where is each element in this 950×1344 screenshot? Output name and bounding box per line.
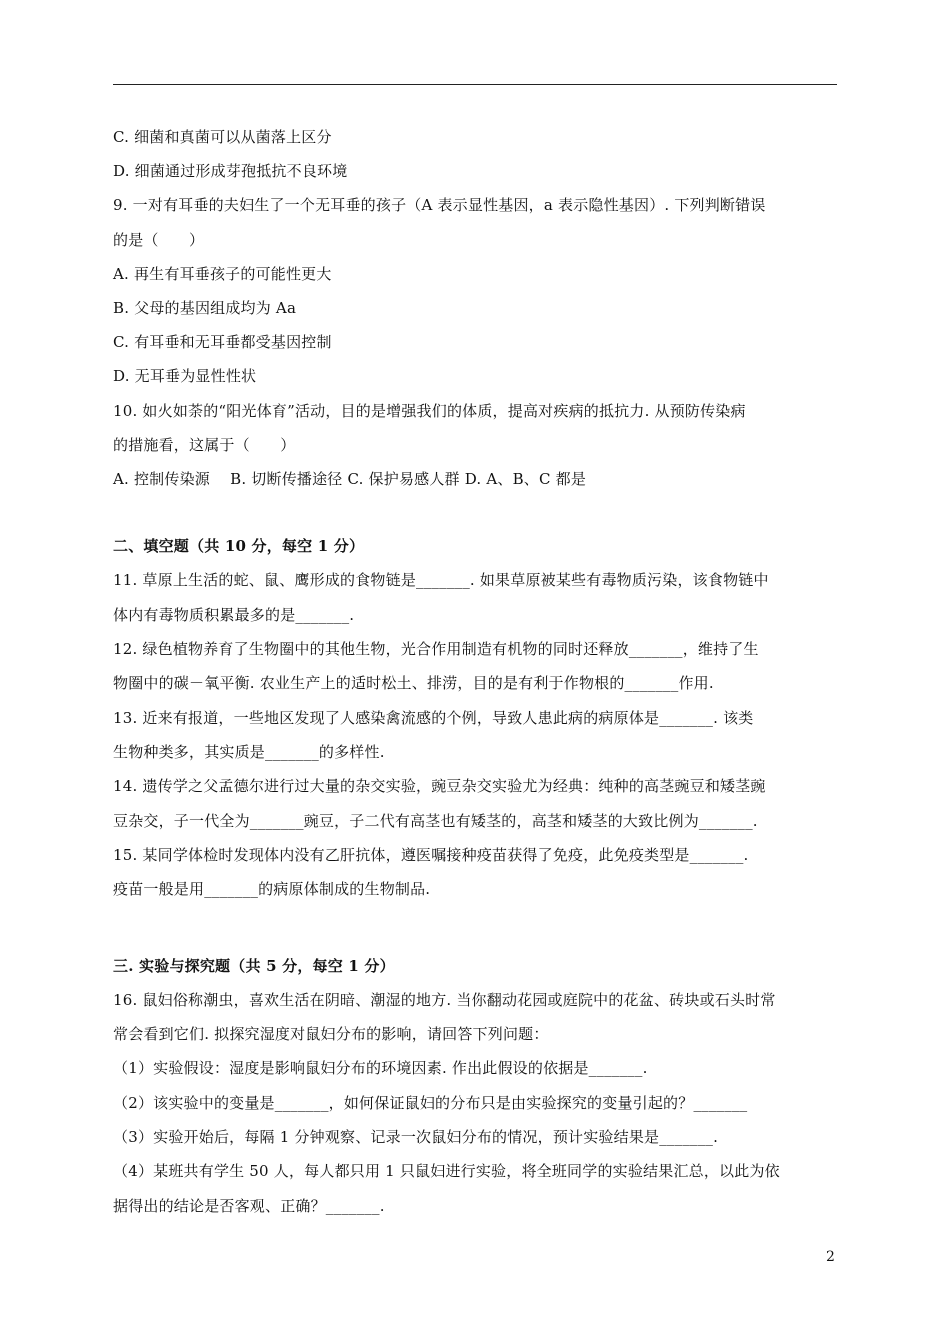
option-9d: D. 无耳垂为显性性状 <box>113 367 257 385</box>
question-16-part-3: （3）实验开始后，每隔 1 分钟观察、记录一次鼠妇分布的情况，预计实验结果是_______. <box>113 1128 719 1146</box>
section-3-heading: 三. 实验与探究题（共 5 分，每空 1 分） <box>113 957 395 975</box>
question-12-line-2: 物圈中的碳－氧平衡. 农业生产上的适时松土、排涝，目的是有利于作物根的_______作用. <box>113 674 714 692</box>
question-11-line-2: 体内有毒物质积累最多的是_______. <box>113 606 355 624</box>
question-14-line-2: 豆杂交，子一代全为_______豌豆，子二代有高茎也有矮茎的，高茎和矮茎的大致比例为_______. <box>113 812 758 830</box>
question-12-line-1: 12. 绿色植物养育了生物圈中的其他生物，光合作用制造有机物的同时还释放_______，维持了生 <box>113 640 759 658</box>
question-13-line-2: 生物种类多，其实质是_______的多样性. <box>113 743 385 761</box>
question-9-line-2: 的是（ ） <box>113 231 205 249</box>
option-9b: B. 父母的基因组成均为 Aa <box>113 299 297 317</box>
header-rule <box>113 84 837 85</box>
question-10-line-2: 的措施看，这属于（ ） <box>113 436 296 454</box>
question-9-line-1: 9. 一对有耳垂的夫妇生了一个无耳垂的孩子（A 表示显性基因，a 表示隐性基因）. 下列判断错误 <box>113 196 766 214</box>
question-16-part-1: （1）实验假设：湿度是影响鼠妇分布的环境因素. 作出此假设的依据是_______. <box>113 1059 648 1077</box>
question-15-line-2: 疫苗一般是用_______的病原体制成的生物制品. <box>113 880 431 898</box>
option-9c: C. 有耳垂和无耳垂都受基因控制 <box>113 333 332 351</box>
question-16-part-4-line-2: 据得出的结论是否客观、正确？_______. <box>113 1197 385 1215</box>
option-8c: C. 细菌和真菌可以从菌落上区分 <box>113 128 332 146</box>
section-2-heading: 二、填空题（共 10 分，每空 1 分） <box>113 537 365 555</box>
question-10-line-1: 10. 如火如荼的“阳光体育”活动，目的是增强我们的体质，提高对疾病的抵抗力. 从预防传染病 <box>113 402 746 420</box>
question-13-line-1: 13. 近来有报道，一些地区发现了人感染禽流感的个例，导致人患此病的病原体是_______. 该类 <box>113 709 754 727</box>
option-8d: D. 细菌通过形成芽孢抵抗不良环境 <box>113 162 348 180</box>
question-16-line-2: 常会看到它们. 拟探究湿度对鼠妇分布的影响，请回答下列问题： <box>113 1025 549 1043</box>
question-11-line-1: 11. 草原上生活的蛇、鼠、鹰形成的食物链是_______. 如果草原被某些有毒物质污染，该食物链中 <box>113 571 769 589</box>
question-16-part-4-line-1: （4）某班共有学生 50 人，每人都只用 1 只鼠妇进行实验，将全班同学的实验结果汇总，以此为依 <box>113 1162 780 1180</box>
option-9a: A. 再生有耳垂孩子的可能性更大 <box>113 265 332 283</box>
question-15-line-1: 15. 某同学体检时发现体内没有乙肝抗体，遵医嘱接种疫苗获得了免疫，此免疫类型是_______. <box>113 846 749 864</box>
page-number: 2 <box>826 1249 835 1265</box>
question-10-options: A. 控制传染源 B. 切断传播途径 C. 保护易感人群 D. A、B、C 都是 <box>113 470 587 488</box>
question-16-part-2: （2）该实验中的变量是_______，如何保证鼠妇的分布只是由实验探究的变量引起的？_______ <box>113 1094 748 1112</box>
question-16-line-1: 16. 鼠妇俗称潮虫，喜欢生活在阴暗、潮湿的地方. 当你翻动花园或庭院中的花盆、砖块或石头时常 <box>113 991 776 1009</box>
question-14-line-1: 14. 遗传学之父孟德尔进行过大量的杂交实验，豌豆杂交实验尤为经典：纯种的高茎豌豆和矮茎豌 <box>113 777 766 795</box>
